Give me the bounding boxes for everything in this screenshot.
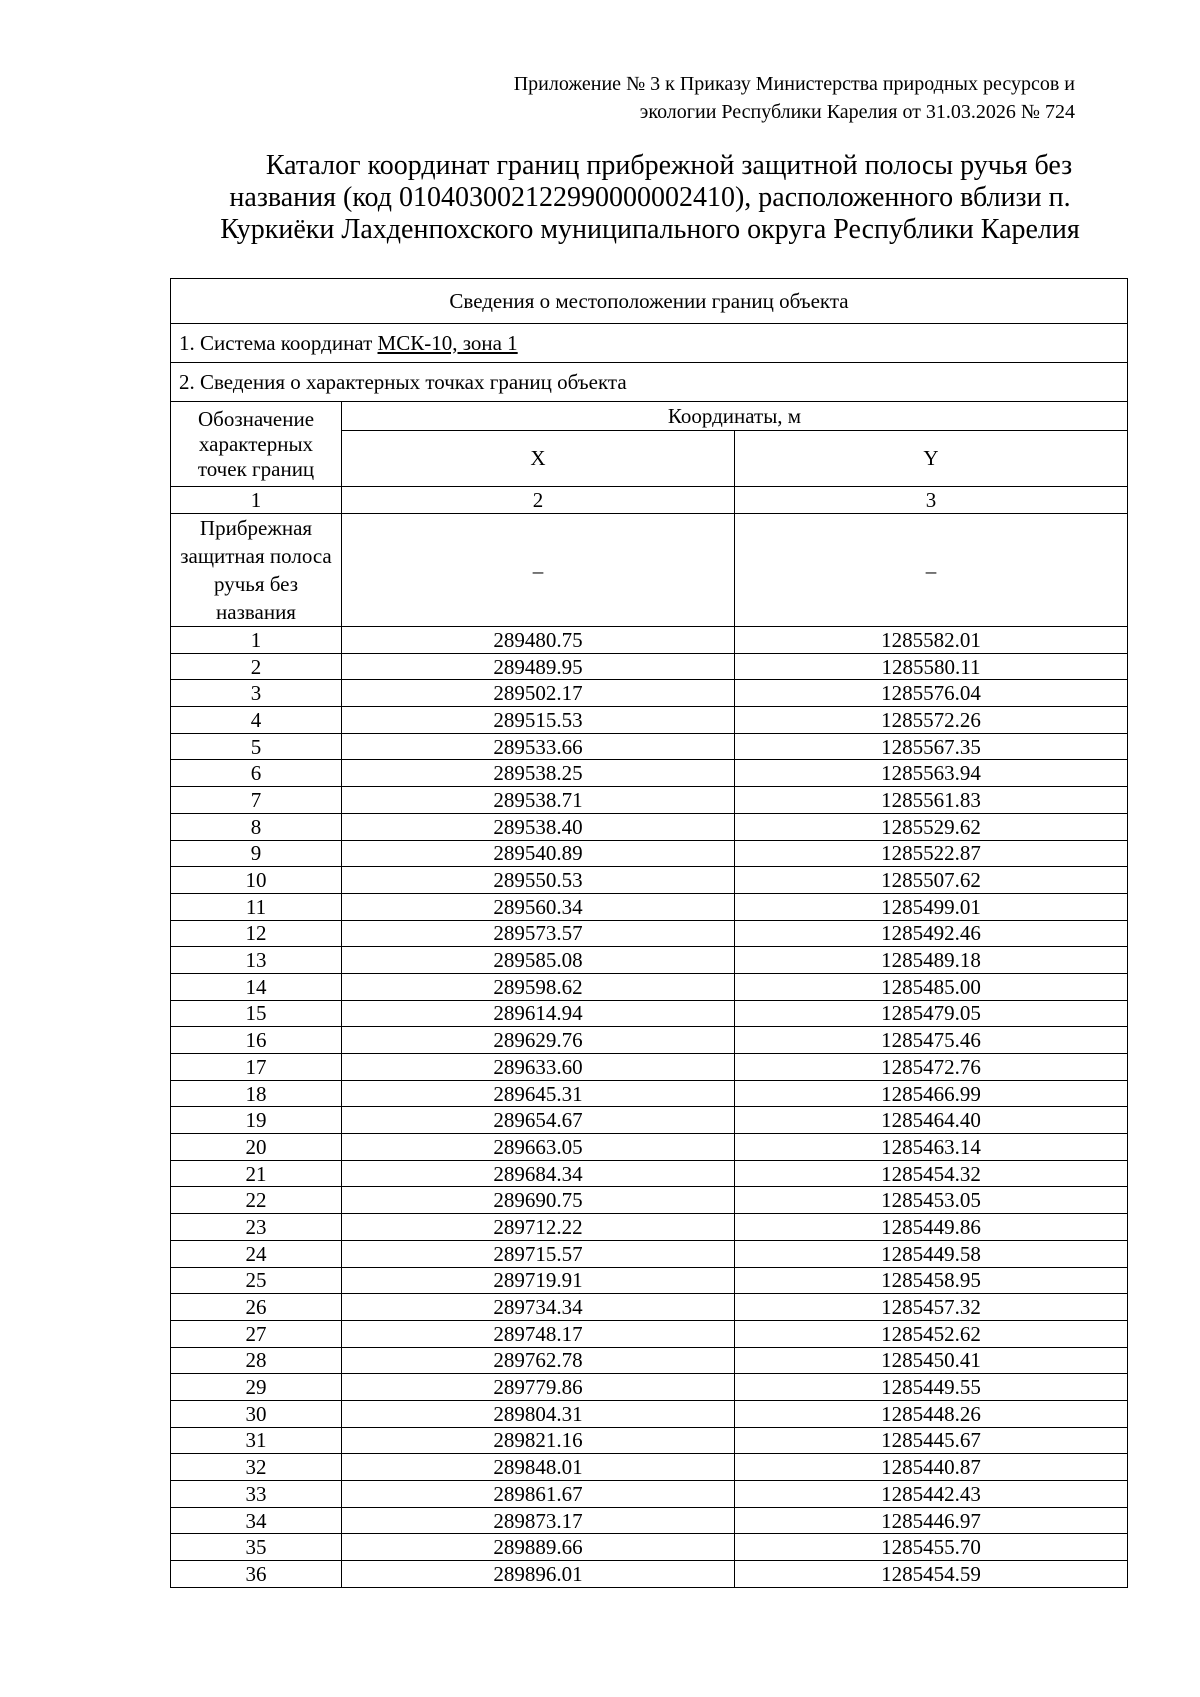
table-row <box>171 653 1128 680</box>
table-row <box>171 1187 1128 1214</box>
col-header-point: Обозначение характерных точек границ <box>171 402 342 487</box>
object-name: Прибрежная защитная полоса ручья без названия <box>171 514 342 627</box>
point-x: 289821.16 <box>342 1427 735 1454</box>
point-y: 1285455.70 <box>735 1534 1128 1561</box>
point-id: 19 <box>171 1107 342 1134</box>
table-row <box>171 813 1128 840</box>
appendix-header-line-1: Приложение № 3 к Приказу Министерства природных ресурсов и <box>513 73 1075 95</box>
table-row <box>171 1481 1128 1508</box>
table-row <box>171 627 1128 654</box>
point-x: 289633.60 <box>342 1054 735 1081</box>
column-number-2: 2 <box>342 487 735 514</box>
point-x: 289804.31 <box>342 1400 735 1427</box>
point-x: 289861.67 <box>342 1481 735 1508</box>
point-x: 289896.01 <box>342 1561 735 1588</box>
point-id: 11 <box>171 893 342 920</box>
point-id: 31 <box>171 1427 342 1454</box>
document-title-line-2: названия (код 010403002122990000002410), расположенного вблизи п. <box>229 182 1071 213</box>
table-row <box>171 947 1128 974</box>
point-id: 23 <box>171 1214 342 1241</box>
point-y: 1285572.26 <box>735 707 1128 734</box>
point-id: 2 <box>171 653 342 680</box>
point-id: 6 <box>171 760 342 787</box>
point-y: 1285464.40 <box>735 1107 1128 1134</box>
point-y: 1285567.35 <box>735 733 1128 760</box>
point-id: 30 <box>171 1400 342 1427</box>
point-x: 289715.57 <box>342 1240 735 1267</box>
table-row <box>171 733 1128 760</box>
column-number-1: 1 <box>171 487 342 514</box>
table-row <box>171 1454 1128 1481</box>
point-id: 17 <box>171 1054 342 1081</box>
point-id: 18 <box>171 1080 342 1107</box>
point-id: 3 <box>171 680 342 707</box>
point-id: 5 <box>171 733 342 760</box>
point-x: 289719.91 <box>342 1267 735 1294</box>
table-row <box>171 1240 1128 1267</box>
point-y: 1285563.94 <box>735 760 1128 787</box>
point-x: 289560.34 <box>342 893 735 920</box>
col-header-y: Y <box>735 431 1128 487</box>
point-id: 1 <box>171 627 342 654</box>
point-y: 1285452.62 <box>735 1320 1128 1347</box>
coord-system-label: 1. Система координат <box>179 330 373 355</box>
point-id: 33 <box>171 1481 342 1508</box>
table-row <box>171 1214 1128 1241</box>
point-x: 289550.53 <box>342 867 735 894</box>
point-y: 1285522.87 <box>735 840 1128 867</box>
coord-system-value: МСК-10, зона 1 <box>377 330 518 355</box>
point-y: 1285499.01 <box>735 893 1128 920</box>
point-x: 289480.75 <box>342 627 735 654</box>
object-row <box>171 514 1128 627</box>
table-row <box>171 1107 1128 1134</box>
point-y: 1285453.05 <box>735 1187 1128 1214</box>
table-row <box>171 1374 1128 1401</box>
point-x: 289598.62 <box>342 973 735 1000</box>
point-y: 1285449.55 <box>735 1374 1128 1401</box>
point-id: 32 <box>171 1454 342 1481</box>
table-row <box>171 1400 1128 1427</box>
point-id: 20 <box>171 1134 342 1161</box>
coordinates-table <box>170 278 1128 1588</box>
point-y: 1285576.04 <box>735 680 1128 707</box>
point-x: 289663.05 <box>342 1134 735 1161</box>
coord-system-row <box>171 324 1128 363</box>
point-id: 27 <box>171 1320 342 1347</box>
point-x: 289779.86 <box>342 1374 735 1401</box>
point-id: 15 <box>171 1000 342 1027</box>
point-x: 289538.71 <box>342 787 735 814</box>
table-row <box>171 1561 1128 1588</box>
point-id: 29 <box>171 1374 342 1401</box>
point-x: 289712.22 <box>342 1214 735 1241</box>
table-row <box>171 760 1128 787</box>
section-title-row <box>171 279 1128 324</box>
table-row <box>171 680 1128 707</box>
point-id: 16 <box>171 1027 342 1054</box>
object-x-cell <box>342 514 735 627</box>
point-y: 1285466.99 <box>735 1080 1128 1107</box>
point-id: 28 <box>171 1347 342 1374</box>
table-row <box>171 1507 1128 1534</box>
object-y-cell <box>735 514 1128 627</box>
table-row <box>171 893 1128 920</box>
table-row <box>171 1054 1128 1081</box>
point-x: 289614.94 <box>342 1000 735 1027</box>
point-id: 9 <box>171 840 342 867</box>
object-x: – <box>532 559 544 583</box>
point-id: 22 <box>171 1187 342 1214</box>
column-number-row <box>171 487 1128 514</box>
point-id: 13 <box>171 947 342 974</box>
point-y: 1285449.86 <box>735 1214 1128 1241</box>
point-y: 1285463.14 <box>735 1134 1128 1161</box>
points-info-row <box>171 363 1128 402</box>
point-y: 1285450.41 <box>735 1347 1128 1374</box>
point-x: 289573.57 <box>342 920 735 947</box>
point-id: 25 <box>171 1267 342 1294</box>
document-title-line-1: Каталог координат границ прибрежной защитной полосы ручья без <box>265 150 1073 181</box>
point-x: 289515.53 <box>342 707 735 734</box>
point-y: 1285449.58 <box>735 1240 1128 1267</box>
point-y: 1285561.83 <box>735 787 1128 814</box>
point-y: 1285485.00 <box>735 973 1128 1000</box>
appendix-header <box>514 70 1075 126</box>
point-y: 1285458.95 <box>735 1267 1128 1294</box>
point-y: 1285446.97 <box>735 1507 1128 1534</box>
point-id: 7 <box>171 787 342 814</box>
point-x: 289684.34 <box>342 1160 735 1187</box>
document-title <box>170 150 1130 246</box>
point-id: 21 <box>171 1160 342 1187</box>
table-row <box>171 1160 1128 1187</box>
point-id: 24 <box>171 1240 342 1267</box>
point-x: 289489.95 <box>342 653 735 680</box>
point-id: 10 <box>171 867 342 894</box>
point-y: 1285529.62 <box>735 813 1128 840</box>
point-x: 289502.17 <box>342 680 735 707</box>
document-title-line-3: Куркиёки Лахденпохского муниципального округа Республики Карелия <box>220 214 1080 245</box>
point-x: 289538.40 <box>342 813 735 840</box>
point-x: 289654.67 <box>342 1107 735 1134</box>
point-y: 1285454.59 <box>735 1561 1128 1588</box>
points-info-cell: 2. Сведения о характерных точках границ объекта <box>171 363 1128 402</box>
point-id: 4 <box>171 707 342 734</box>
point-y: 1285580.11 <box>735 653 1128 680</box>
table-row <box>171 1320 1128 1347</box>
table-row <box>171 1027 1128 1054</box>
table-row <box>171 1267 1128 1294</box>
point-x: 289585.08 <box>342 947 735 974</box>
table-row <box>171 1000 1128 1027</box>
point-y: 1285442.43 <box>735 1481 1128 1508</box>
point-y: 1285492.46 <box>735 920 1128 947</box>
point-x: 289889.66 <box>342 1534 735 1561</box>
table-row <box>171 1534 1128 1561</box>
section-title: Сведения о местоположении границ объекта <box>171 279 1128 324</box>
table-row <box>171 973 1128 1000</box>
point-x: 289873.17 <box>342 1507 735 1534</box>
point-id: 8 <box>171 813 342 840</box>
point-id: 36 <box>171 1561 342 1588</box>
point-x: 289734.34 <box>342 1294 735 1321</box>
column-number-3: 3 <box>735 487 1128 514</box>
col-header-x: X <box>342 431 735 487</box>
table-row <box>171 1347 1128 1374</box>
table-row <box>171 1427 1128 1454</box>
point-x: 289645.31 <box>342 1080 735 1107</box>
point-y: 1285507.62 <box>735 867 1128 894</box>
point-id: 34 <box>171 1507 342 1534</box>
point-x: 289748.17 <box>342 1320 735 1347</box>
point-y: 1285454.32 <box>735 1160 1128 1187</box>
table-row <box>171 1134 1128 1161</box>
point-x: 289848.01 <box>342 1454 735 1481</box>
table-row <box>171 840 1128 867</box>
column-header-row <box>171 402 1128 431</box>
point-y: 1285479.05 <box>735 1000 1128 1027</box>
point-y: 1285472.76 <box>735 1054 1128 1081</box>
point-x: 289533.66 <box>342 733 735 760</box>
table-row <box>171 867 1128 894</box>
appendix-header-line-2: экологии Республики Карелия от 31.03.2026 № 724 <box>639 101 1075 123</box>
table-row <box>171 1080 1128 1107</box>
point-x: 289540.89 <box>342 840 735 867</box>
point-id: 12 <box>171 920 342 947</box>
table-row <box>171 1294 1128 1321</box>
coord-system-cell <box>171 324 1128 363</box>
point-x: 289538.25 <box>342 760 735 787</box>
table-row <box>171 920 1128 947</box>
object-y: – <box>925 559 937 583</box>
point-x: 289690.75 <box>342 1187 735 1214</box>
point-y: 1285475.46 <box>735 1027 1128 1054</box>
point-y: 1285457.32 <box>735 1294 1128 1321</box>
point-y: 1285582.01 <box>735 627 1128 654</box>
point-y: 1285489.18 <box>735 947 1128 974</box>
point-id: 14 <box>171 973 342 1000</box>
col-header-coords: Координаты, м <box>342 402 1128 431</box>
point-y: 1285440.87 <box>735 1454 1128 1481</box>
point-y: 1285445.67 <box>735 1427 1128 1454</box>
point-id: 26 <box>171 1294 342 1321</box>
point-x: 289629.76 <box>342 1027 735 1054</box>
table-row <box>171 787 1128 814</box>
table-row <box>171 707 1128 734</box>
point-id: 35 <box>171 1534 342 1561</box>
point-y: 1285448.26 <box>735 1400 1128 1427</box>
point-x: 289762.78 <box>342 1347 735 1374</box>
